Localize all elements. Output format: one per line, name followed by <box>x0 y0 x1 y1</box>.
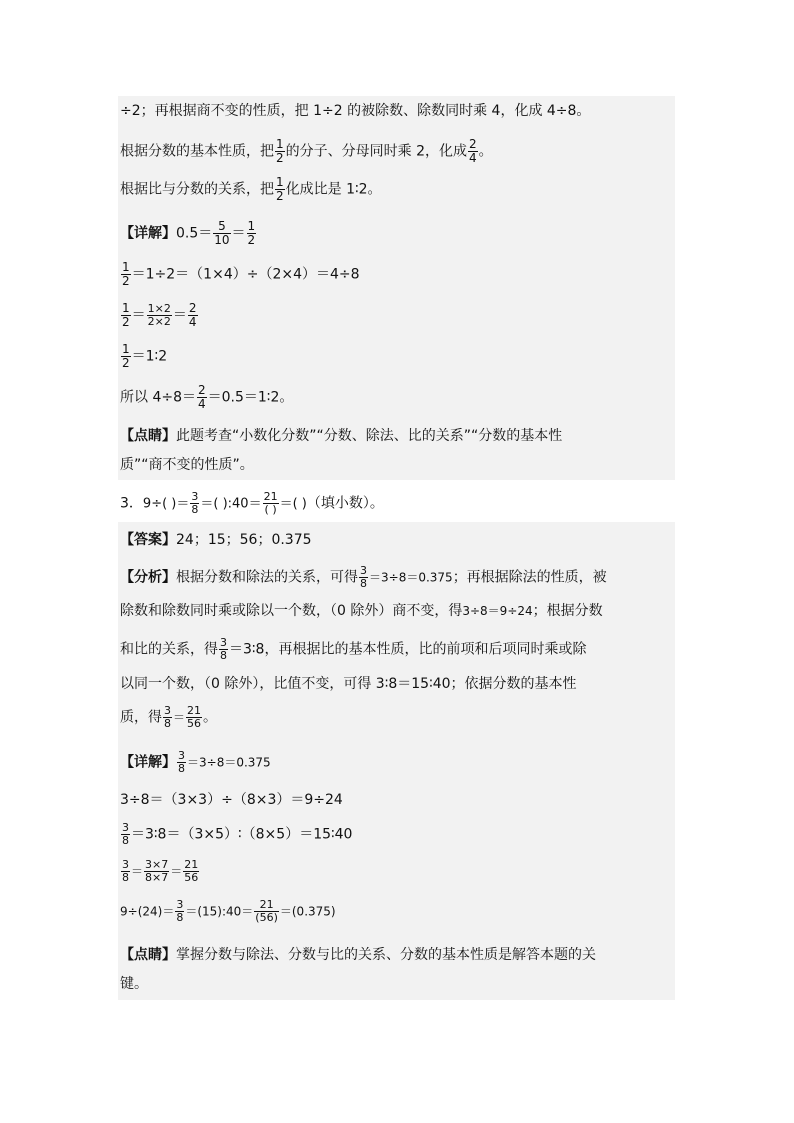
fraction: $\frac{5}{10}$ <box>214 219 230 247</box>
fraction: $\frac{3}{8}$ <box>220 636 227 662</box>
answer-line: 【答案】24；15；56；0.375 <box>120 532 312 548</box>
fraction: $\frac{1}{2}$ <box>276 137 284 165</box>
detail-line: 9÷(24)＝ $\frac{3}{8}$ ＝(15):40＝ $\frac{21}{(56)}$ ＝(0.375) <box>120 898 336 924</box>
fraction: $\frac{21}{56}$ <box>184 858 199 884</box>
fraction: $\frac{3}{8}$ <box>122 858 129 884</box>
fraction: 21 ( ) <box>263 490 278 516</box>
analysis-tag: 【分析】 <box>120 569 176 586</box>
fraction: $\frac{1}{2}$ <box>122 260 130 288</box>
comment-tag: 【点睛】 <box>120 947 176 963</box>
detail-line: $\frac{3}{8}$ ＝3∶8＝（3×5）∶（8×5）＝15∶40 <box>122 821 353 847</box>
analysis-line: 根据分数的基本性质，把 $\frac{1}{2}$ 的分子、分母同时乘 2，化成 $\frac{2}{4}$ 。 <box>120 137 493 165</box>
fraction: $\frac{1}{2}$ <box>247 219 256 247</box>
detail-tag: 【详解】 <box>120 225 176 242</box>
comment-line: 质”“商不变的性质”。 <box>120 457 254 473</box>
analysis-line: 【分析】根据分数和除法的关系，可得 $\frac{3}{8}$ ＝3÷8＝0.375；再根据除法的性质，被 <box>120 564 607 590</box>
analysis-line: 和比的关系，得 $\frac{3}{8}$ ＝3∶8，再根据比的基本性质，比的前项和后项同时乘或除 <box>120 636 587 662</box>
fraction: $\frac{21}{56}$ <box>187 704 202 730</box>
fraction: $\frac{1}{2}$ <box>276 175 284 203</box>
fraction: $\frac{2}{4}$ <box>188 301 197 329</box>
fraction: $\frac{3}{8}$ <box>178 749 185 775</box>
detail-line: 【详解】 $\frac{3}{8}$ ＝3÷8＝0.375 <box>120 749 271 775</box>
detail-line: 所以 4÷8＝ $\frac{2}{4}$ ＝0.5＝1∶2。 <box>120 383 294 411</box>
detail-tag: 【详解】 <box>120 754 176 771</box>
comment-tag: 【点睛】 <box>120 428 176 444</box>
analysis-line: 除数和除数同时乘或除以一个数，（0 除外）商不变，得3÷8＝9÷24；根据分数 <box>120 603 603 619</box>
question-3: 3．9÷( )＝ $\frac{3}{8}$ ＝( ):40＝ 21 ( ) ＝( )（填小数）。 <box>120 490 384 516</box>
detail-line: $\frac{1}{2}$ ＝1∶2 <box>122 342 168 370</box>
fraction: $\frac{21}{(56)}$ <box>255 898 278 924</box>
analysis-line: 以同一个数，（0 除外），比值不变，可得 3∶8＝15∶40；依据分数的基本性 <box>120 676 577 692</box>
fraction: $\frac{3}{8}$ <box>176 898 184 924</box>
detail-line: $\frac{1}{2}$ ＝1÷2＝（1×4）÷（2×4）＝4÷8 <box>122 260 360 288</box>
comment-line: 键。 <box>120 976 148 992</box>
comment-line: 【点睛】掌握分数与除法、分数与比的关系、分数的基本性质是解答本题的关 <box>120 947 596 963</box>
analysis-line: ÷2；再根据商不变的性质，把 1÷2 的被除数、除数同时乘 4，化成 4÷8。 <box>120 103 591 119</box>
analysis-line: 质，得 $\frac{3}{8}$ ＝ $\frac{21}{56}$ 。 <box>120 704 218 730</box>
comment-line: 【点睛】此题考查“小数化分数”“分数、除法、比的关系”“分数的基本性 <box>120 428 563 444</box>
answer-tag: 【答案】 <box>120 532 176 548</box>
analysis-line: 根据比与分数的关系，把 $\frac{1}{2}$ 化成比是 1∶2。 <box>120 175 382 203</box>
fraction: $\frac{1}{2}$ <box>122 342 130 370</box>
fraction: $\frac{3}{8}$ <box>164 704 171 730</box>
fraction: $\frac{3}{8}$ <box>122 821 129 847</box>
fraction: $\frac{1}{2}$ <box>122 301 130 329</box>
fraction: $\frac{3}{8}$ <box>191 490 199 516</box>
fraction: $\frac{1\times 2}{2\times 2}$ <box>147 302 171 328</box>
fraction: $\frac{2}{4}$ <box>469 137 477 165</box>
detail-line: $\frac{3}{8}$ ＝ $\frac{3\times 7}{8\times 7}$ ＝ $\frac{21}{56}$ <box>122 858 199 884</box>
detail-line: $\frac{1}{2}$ ＝ $\frac{1\times 2}{2\times 2}$ ＝ $\frac{2}{4}$ <box>122 301 197 329</box>
detail-line: 【详解】0.5＝ $\frac{5}{10}$ ＝ $\frac{1}{2}$ <box>120 219 256 247</box>
fraction: $\frac{3}{8}$ <box>360 564 367 590</box>
detail-line: 3÷8＝（3×3）÷（8×3）＝9÷24 <box>120 792 343 808</box>
fraction: $\frac{2}{4}$ <box>198 383 206 411</box>
fraction: $\frac{3\times 7}{8\times 7}$ <box>145 858 169 884</box>
